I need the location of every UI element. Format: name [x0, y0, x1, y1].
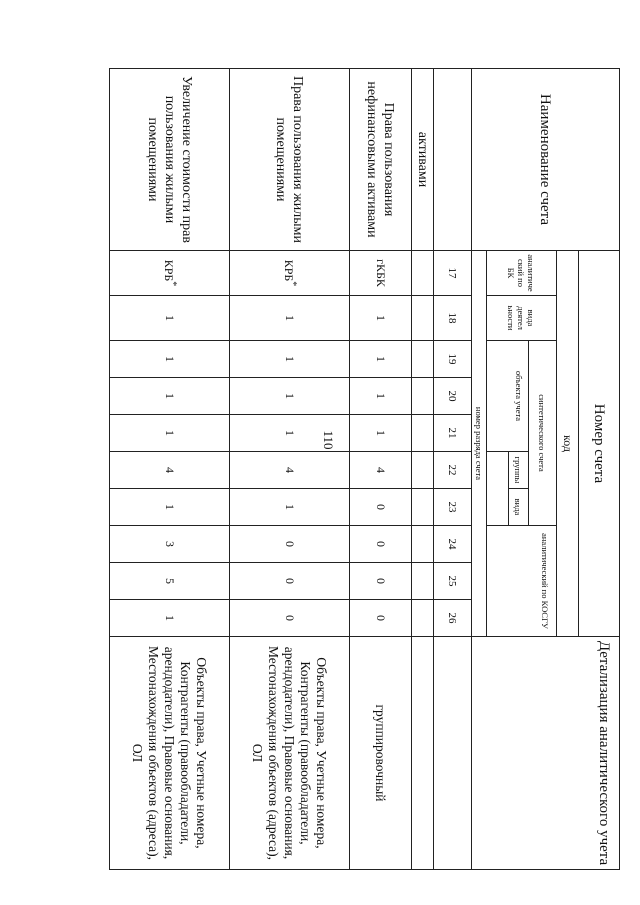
row-digit: 0	[350, 489, 412, 526]
row-digit: 4	[350, 452, 412, 489]
header-account-object: объекта учета	[487, 341, 529, 452]
row-digit	[230, 251, 350, 296]
row-digit: 1	[350, 415, 412, 452]
table-row	[110, 69, 230, 870]
row-digit: 1	[110, 378, 230, 415]
column-number: 24	[434, 526, 472, 563]
column-number: 23	[434, 489, 472, 526]
column-number: 21	[434, 415, 472, 452]
column-number: 18	[434, 296, 472, 341]
row-digit: 1	[110, 296, 230, 341]
row-digit: 1	[230, 378, 350, 415]
row-digit: 1	[110, 600, 230, 637]
header-digit-number: номер разряда счета	[472, 251, 487, 637]
row-digit: 0	[350, 526, 412, 563]
column-number: 17	[434, 251, 472, 296]
column-number: 26	[434, 600, 472, 637]
row-analytic-detail: группировочный	[350, 637, 412, 870]
row-digit: 4	[110, 452, 230, 489]
row-digit: 1	[230, 415, 350, 452]
header-analytic-kosgu: аналитический по КОСГУ	[487, 526, 557, 637]
row-digit: 5	[110, 563, 230, 600]
row-digit: гКБК	[350, 251, 412, 296]
row-digit-value: КРБ	[282, 259, 296, 282]
header-analytic-bk: аналитиче ский по БК	[487, 251, 557, 296]
header-code: код	[557, 251, 579, 637]
row-digit	[110, 251, 230, 296]
row-digit: 0	[350, 600, 412, 637]
column-number: 19	[434, 341, 472, 378]
section-label: активами	[412, 69, 434, 251]
row-digit: 0	[230, 600, 350, 637]
row-digit: 0	[230, 563, 350, 600]
row-account-name: Права пользования нефинансовыми активами	[350, 69, 412, 251]
header-analytic-detail: Детализация аналитического учета	[472, 637, 620, 870]
header-account-name: Наименование счета	[472, 69, 620, 251]
table-row	[350, 69, 412, 870]
row-digit: 1	[350, 296, 412, 341]
row-digit: 1	[230, 296, 350, 341]
row-account-name: Увеличение стоимости прав пользования жилыми помещениями	[110, 69, 230, 251]
header-account-number: Номер счета	[579, 251, 620, 637]
row-digit: 1	[110, 341, 230, 378]
rotated-document	[60, 4, 620, 904]
header-activity-type: вида деятел ьности	[487, 296, 557, 341]
row-digit: 1	[230, 341, 350, 378]
row-analytic-detail: Объекты права, Учетные номера, Контрагенты (правообладатели, арендодатели), Правовые основания, Местонахождения объектов (адреса), ОЛ	[110, 637, 230, 870]
row-digit-value: КРБ	[162, 259, 176, 282]
page-number: 110	[321, 430, 336, 450]
section-row	[412, 69, 434, 870]
row-digit: 0	[350, 563, 412, 600]
table-row	[230, 69, 350, 870]
row-digit: 1	[110, 415, 230, 452]
footnote-mark: *	[167, 281, 178, 287]
row-account-name: Права пользования жилыми помещениями	[230, 69, 350, 251]
row-analytic-detail: Объекты права, Учетные номера, Контрагенты (правообладатели, арендодатели), Правовые основания, Местонахождения объектов (адреса), ОЛ	[230, 637, 350, 870]
column-number: 25	[434, 563, 472, 600]
column-number-row	[434, 69, 472, 870]
row-digit: 1	[230, 489, 350, 526]
column-number: 22	[434, 452, 472, 489]
row-digit: 1	[110, 489, 230, 526]
row-digit: 3	[110, 526, 230, 563]
column-number: 20	[434, 378, 472, 415]
header-synthetic: синтетического счета	[529, 341, 557, 526]
footnote-mark: *	[287, 281, 298, 287]
row-digit: 1	[350, 378, 412, 415]
row-digit: 4	[230, 452, 350, 489]
accounts-table	[109, 68, 620, 870]
header-type: вида	[509, 489, 529, 526]
row-digit: 0	[230, 526, 350, 563]
header-group: группы	[509, 452, 529, 489]
row-digit: 1	[350, 341, 412, 378]
